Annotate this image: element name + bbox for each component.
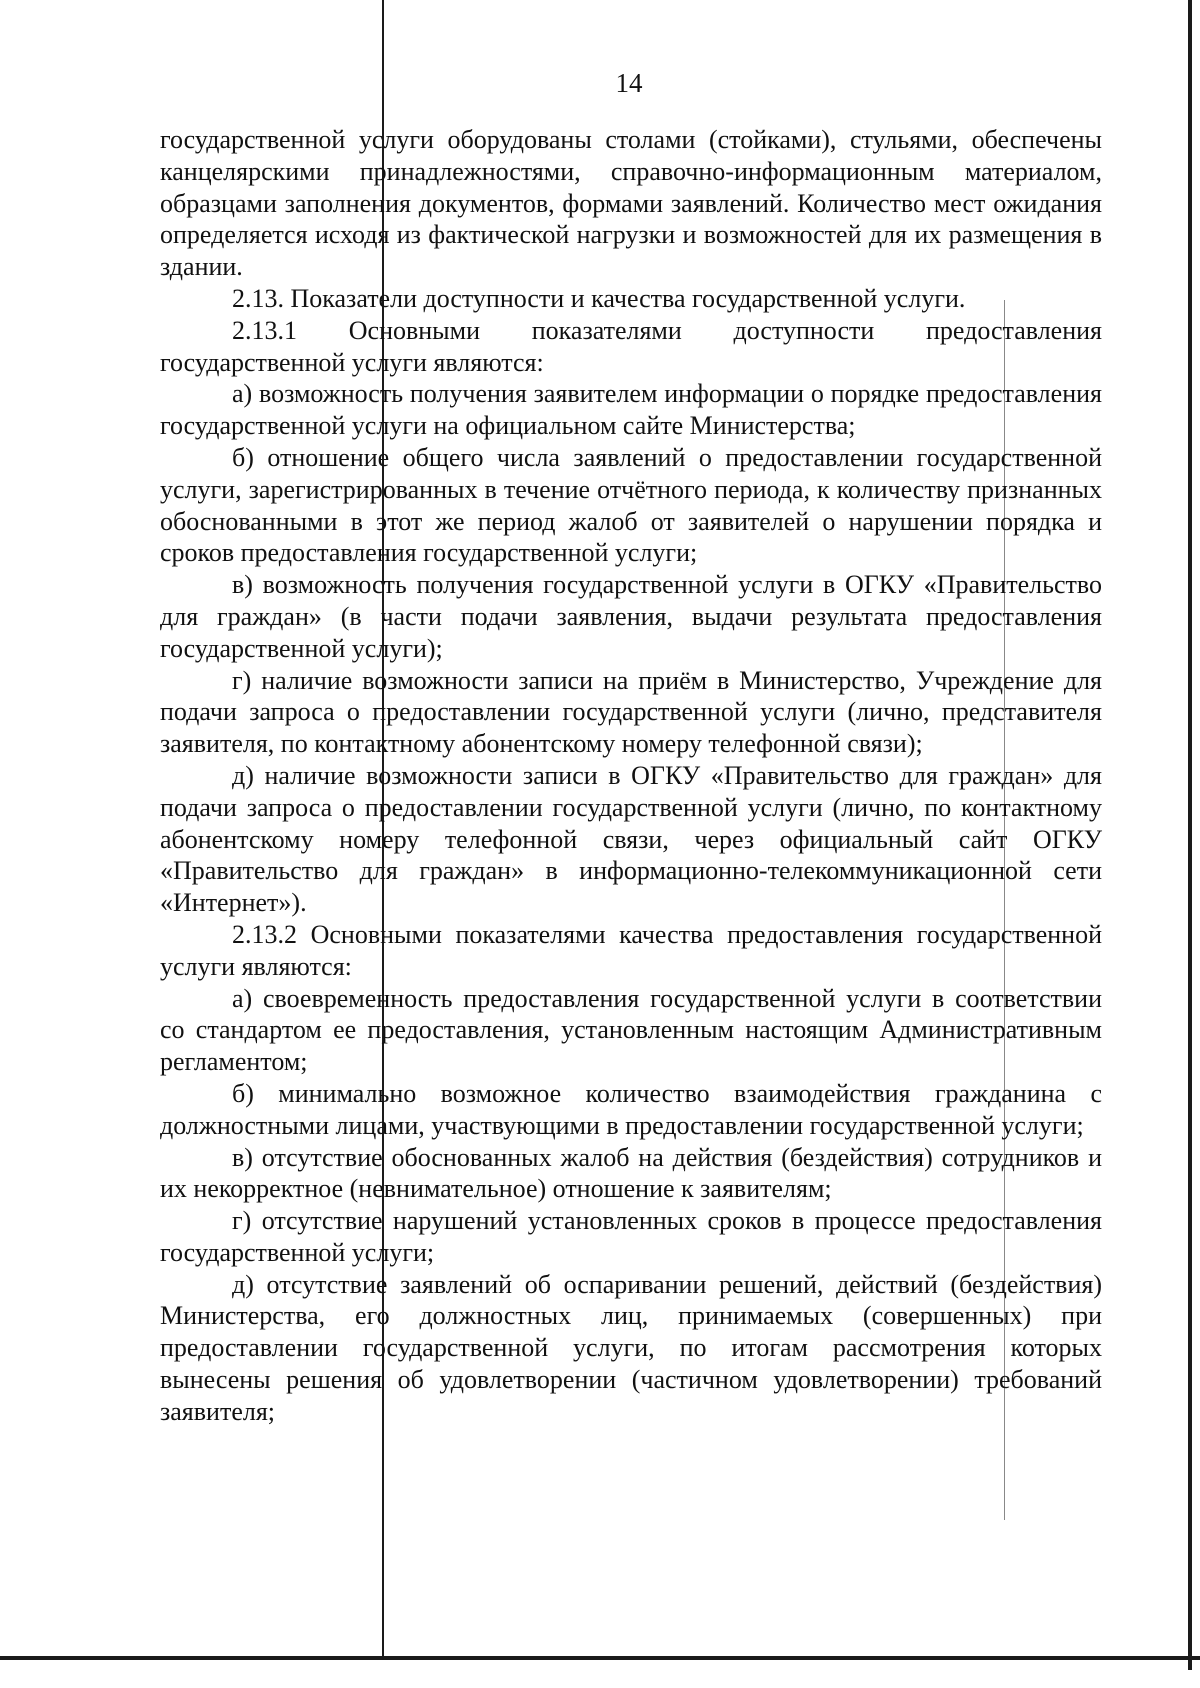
page-edge-line (1188, 0, 1192, 1670)
list-item: в) возможность получения государственной услуги в ОГКУ «Правительство для граждан» (в части подачи заявления, выдачи результата предоставления государственной услуги); (160, 570, 1102, 663)
page-bottom-edge (0, 1656, 1200, 1660)
list-item: б) отношение общего числа заявлений о предоставлении государственной услуги, зарегистрированных в течение отчётного периода, к количеству признанных обоснованными в этот же период жалоб от заявителей о нарушении порядка и сроков предоставления государственной услуги; (160, 442, 1102, 568)
section-heading: 2.13. Показатели доступности и качества государственной услуги. (232, 283, 966, 313)
list-item: д) отсутствие заявлений об оспаривании решений, действий (бездействия) Министерства, его должностных лиц, принимаемых (совершенных) при предоставлении государственной услуги, по итогам рассмотрения которых вынесены решения об удовлетворении (частичном удовлетворении) требований заявителя; (160, 1269, 1102, 1426)
paragraph: государственной услуги оборудованы столами (стойками), стульями, обеспечены канцелярскими принадлежностями, справочно-информационным материалом, образцами заполнения документов, формами заявлений. Количество мест ожидания определяется исходя из фактической нагрузки и возможностей для их размещения в здании. (160, 125, 1102, 282)
list-item: а) своевременность предоставления государственной услуги в соответствии со стандартом ее предоставления, установленным настоящим Административным регламентом; (160, 983, 1102, 1077)
list-item: д) наличие возможности записи в ОГКУ «Правительство для граждан» для подачи запроса о предоставлении государственной услуги (лично, по контактному абонентскому номеру телефонной связи, через официальный сайт ОГКУ «Правительство для граждан» в информационно-телекоммуникационной сети «Интернет»). (160, 760, 1102, 918)
list-item: г) наличие возможности записи на приём в Министерство, Учреждение для подачи запроса о предоставлении государственной услуги (лично, представителя заявителя, по контактному абонентскому номеру телефонной связи); (160, 665, 1102, 759)
page-number: 14 (615, 68, 643, 98)
paragraph: 2.13.2 Основными показателями качества предоставления государственной услуги являются: (160, 919, 1102, 981)
paragraph: 2.13.1 Основными показателями доступности предоставления государственной услуги являются: (160, 315, 1102, 377)
list-item: а) возможность получения заявителем информации о порядке предоставления государственной услуги на официальном сайте Министерства; (160, 379, 1102, 441)
document-body (160, 124, 1102, 1428)
list-item: в) отсутствие обоснованных жалоб на действия (бездействия) сотрудников и их некорректное (невнимательное) отношение к заявителям; (160, 1142, 1102, 1204)
list-item: г) отсутствие нарушений установленных сроков в процессе предоставления государственной услуги; (160, 1206, 1102, 1267)
list-item: б) минимально возможное количество взаимодействия гражданина с должностными лицами, участвующими в предоставлении государственной услуги; (160, 1078, 1102, 1140)
